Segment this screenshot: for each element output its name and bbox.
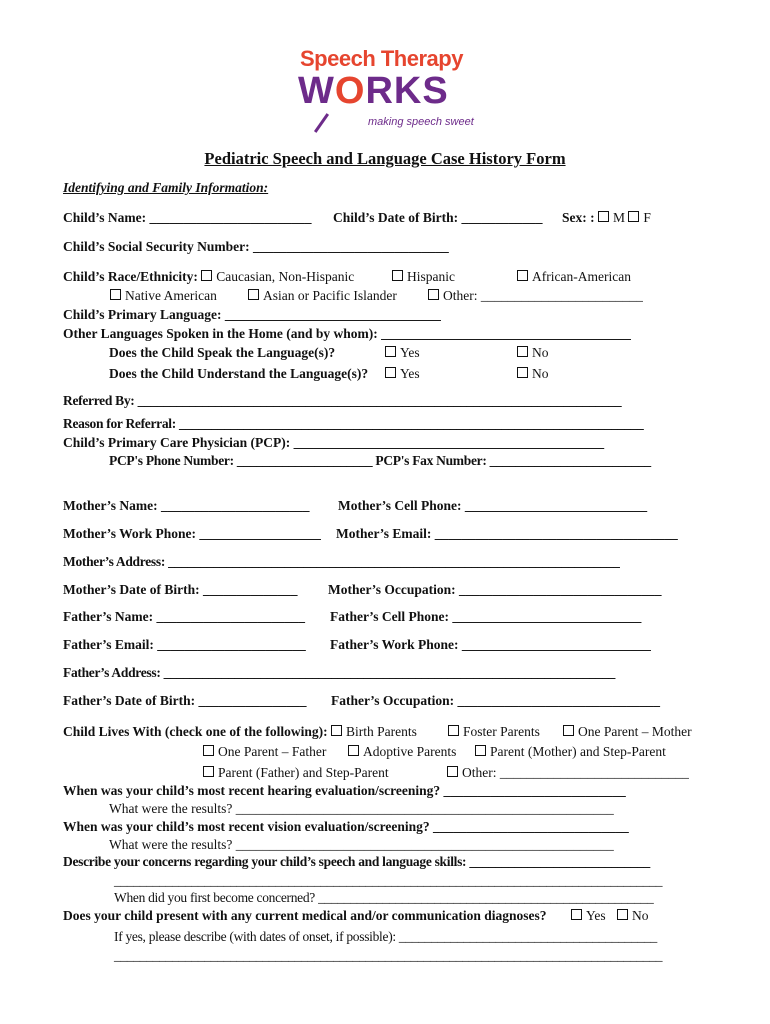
caucasian-checkbox[interactable] bbox=[201, 270, 212, 281]
logo-line1: Speech Therapy bbox=[300, 46, 463, 71]
mothers-cell-field[interactable]: Mother’s Cell Phone: ___________________________ bbox=[338, 498, 648, 513]
pcp-phone-fax-field[interactable]: PCP's Phone Number: _____________________ PCP's Fax Number: _________________________ bbox=[109, 453, 651, 468]
logo-tagline: making speech sweet bbox=[368, 116, 474, 128]
understand-no-label: No bbox=[532, 366, 549, 381]
birth-parents-label: Birth Parents bbox=[346, 724, 417, 739]
mothers-occupation-field[interactable]: Mother’s Occupation: ______________________________ bbox=[328, 582, 662, 597]
mothers-email-field[interactable]: Mother’s Email: ____________________________________ bbox=[336, 526, 678, 541]
form-title: Pediatric Speech and Language Case History Form bbox=[204, 149, 566, 168]
foster-parents-label: Foster Parents bbox=[463, 724, 540, 739]
fathers-name-field[interactable]: Father’s Name: ______________________ bbox=[63, 609, 305, 624]
sex-f-label: F bbox=[643, 210, 651, 225]
childs-name-field[interactable]: Child’s Name: ________________________ bbox=[63, 210, 312, 225]
fathers-address-field[interactable]: Father’s Address: ______________________________________________________________________ bbox=[63, 665, 616, 680]
understand-yes-checkbox[interactable] bbox=[385, 367, 396, 378]
speech-therapy-works-logo bbox=[290, 40, 490, 135]
one-parent-mother-label: One Parent – Mother bbox=[578, 724, 692, 739]
race-label: Child’s Race/Ethnicity: bbox=[63, 269, 198, 284]
one-parent-mother-checkbox[interactable] bbox=[563, 725, 574, 736]
logo-rks: RKS bbox=[365, 70, 449, 112]
section-heading: Identifying and Family Information: bbox=[63, 180, 269, 195]
race-row-1 bbox=[63, 269, 354, 285]
lollipop-stick-icon bbox=[314, 113, 329, 133]
vision-evaluation-field[interactable]: When was your child’s most recent vision evaluation/screening? _____________________________ bbox=[63, 819, 629, 834]
reason-for-referral-field[interactable]: Reason for Referral: ________________________________________________________________________ bbox=[63, 416, 644, 431]
diagnoses-question: Does your child present with any current medical and/or communication diagnoses? bbox=[63, 908, 547, 923]
lives-with-other-checkbox[interactable] bbox=[447, 766, 458, 777]
native-american-label: Native American bbox=[125, 288, 217, 303]
speak-yes-option bbox=[385, 345, 420, 361]
understand-no-checkbox[interactable] bbox=[517, 367, 528, 378]
diagnoses-yes-checkbox[interactable] bbox=[571, 909, 582, 920]
hearing-evaluation-field[interactable]: When was your child’s most recent hearing evaluation/screening? ___________________________ bbox=[63, 783, 626, 798]
adoptive-parents-checkbox[interactable] bbox=[348, 745, 359, 756]
asian-checkbox[interactable] bbox=[248, 289, 259, 300]
speak-yes-checkbox[interactable] bbox=[385, 346, 396, 357]
diagnoses-no-label: No bbox=[632, 908, 649, 923]
understand-yes-label: Yes bbox=[400, 366, 420, 381]
lives-with-row-1 bbox=[63, 724, 417, 740]
logo-w: W bbox=[298, 70, 335, 112]
vision-results-field[interactable]: What were the results? ________________________________________________________ bbox=[109, 837, 614, 852]
pcp-field[interactable]: Child’s Primary Care Physician (PCP): ______________________________________________ bbox=[63, 435, 605, 450]
diagnoses-yes-label: Yes bbox=[586, 908, 606, 923]
mother-step-parent-label: Parent (Mother) and Step-Parent bbox=[490, 744, 666, 759]
asian-option bbox=[248, 288, 397, 304]
hispanic-label: Hispanic bbox=[407, 269, 455, 284]
diagnoses-no-checkbox[interactable] bbox=[617, 909, 628, 920]
logo-line2 bbox=[298, 70, 449, 113]
diagnoses-no-option bbox=[617, 908, 649, 924]
childs-dob-field[interactable]: Child’s Date of Birth: ____________ bbox=[333, 210, 543, 225]
native-american-checkbox[interactable] bbox=[110, 289, 121, 300]
other-languages-field[interactable]: Other Languages Spoken in the Home (and by whom): _____________________________________ bbox=[63, 326, 631, 341]
diagnoses-describe-field[interactable]: If yes, please describe (with dates of onset, if possible): ________________________________________ bbox=[114, 929, 657, 944]
referred-by-field[interactable]: Referred By: ___________________________________________________________________________ bbox=[63, 393, 622, 408]
mothers-address-field[interactable]: Mother’s Address: ______________________________________________________________________ bbox=[63, 554, 620, 569]
speak-no-label: No bbox=[532, 345, 549, 360]
father-step-parent-option bbox=[203, 765, 389, 781]
fathers-work-phone-field[interactable]: Father’s Work Phone: ____________________________ bbox=[330, 637, 651, 652]
father-step-parent-checkbox[interactable] bbox=[203, 766, 214, 777]
race-other-option bbox=[428, 288, 643, 304]
mothers-name-field[interactable]: Mother’s Name: ______________________ bbox=[63, 498, 310, 513]
adoptive-parents-option bbox=[348, 744, 456, 760]
diagnoses-yes-option bbox=[571, 908, 606, 924]
african-american-label: African-American bbox=[532, 269, 631, 284]
race-other-checkbox[interactable] bbox=[428, 289, 439, 300]
lives-with-other-field[interactable]: Other: ____________________________ bbox=[462, 765, 689, 780]
father-step-parent-label: Parent (Father) and Step-Parent bbox=[218, 765, 389, 780]
mothers-dob-field[interactable]: Mother’s Date of Birth: ______________ bbox=[63, 582, 298, 597]
one-parent-father-checkbox[interactable] bbox=[203, 745, 214, 756]
fathers-cell-field[interactable]: Father’s Cell Phone: ____________________________ bbox=[330, 609, 642, 624]
hearing-results-field[interactable]: What were the results? ________________________________________________________ bbox=[109, 801, 614, 816]
one-parent-mother-option bbox=[563, 724, 692, 740]
diagnoses-continued-line[interactable]: _____________________________________________________________________________________ bbox=[114, 948, 663, 963]
caucasian-label: Caucasian, Non-Hispanic bbox=[216, 269, 355, 284]
sex-m-checkbox[interactable] bbox=[598, 211, 609, 222]
adoptive-parents-label: Adoptive Parents bbox=[363, 744, 457, 759]
understand-yes-option bbox=[385, 366, 420, 382]
fathers-dob-field[interactable]: Father’s Date of Birth: ________________ bbox=[63, 693, 307, 708]
ssn-field[interactable]: Child’s Social Security Number: _____________________________ bbox=[63, 239, 449, 254]
speak-language-question: Does the Child Speak the Language(s)? bbox=[109, 345, 336, 360]
hispanic-option bbox=[392, 269, 455, 285]
sex-m-label: M bbox=[613, 210, 626, 225]
foster-parents-option bbox=[448, 724, 540, 740]
sex-field bbox=[562, 210, 651, 226]
speak-yes-label: Yes bbox=[400, 345, 420, 360]
primary-language-field[interactable]: Child’s Primary Language: ________________________________ bbox=[63, 307, 441, 322]
hispanic-checkbox[interactable] bbox=[392, 270, 403, 281]
african-american-checkbox[interactable] bbox=[517, 270, 528, 281]
sex-label: Sex: : bbox=[562, 210, 595, 225]
one-parent-father-option bbox=[203, 744, 326, 760]
fathers-email-field[interactable]: Father’s Email: ______________________ bbox=[63, 637, 306, 652]
sex-f-checkbox[interactable] bbox=[628, 211, 639, 222]
logo-lollipop-o: O bbox=[334, 70, 366, 112]
understand-language-question: Does the Child Understand the Language(s)? bbox=[109, 366, 369, 381]
fathers-occupation-field[interactable]: Father’s Occupation: ______________________________ bbox=[331, 693, 660, 708]
mother-step-parent-checkbox[interactable] bbox=[475, 745, 486, 756]
foster-parents-checkbox[interactable] bbox=[448, 725, 459, 736]
lives-with-label: Child Lives With (check one of the following): bbox=[63, 724, 328, 739]
birth-parents-checkbox[interactable] bbox=[331, 725, 342, 736]
speak-no-checkbox[interactable] bbox=[517, 346, 528, 357]
african-american-option bbox=[517, 269, 631, 285]
understand-no-option bbox=[517, 366, 549, 382]
mother-step-parent-option bbox=[475, 744, 666, 760]
first-concerned-field[interactable]: When did you first become concerned? ____________________________________________________ bbox=[114, 890, 654, 905]
concerns-field[interactable]: Describe your concerns regarding your child’s speech and language skills: ____________________________ bbox=[63, 854, 650, 869]
one-parent-father-label: One Parent – Father bbox=[218, 744, 327, 759]
concerns-continued-line[interactable]: _____________________________________________________________________________________ bbox=[114, 873, 663, 888]
mothers-work-phone-field[interactable]: Mother’s Work Phone: __________________ bbox=[63, 526, 321, 541]
lives-with-other-option bbox=[447, 765, 689, 781]
asian-label: Asian or Pacific Islander bbox=[263, 288, 397, 303]
speak-no-option bbox=[517, 345, 549, 361]
native-american-option bbox=[110, 288, 217, 304]
race-other-field[interactable]: Other: ________________________ bbox=[443, 288, 643, 303]
